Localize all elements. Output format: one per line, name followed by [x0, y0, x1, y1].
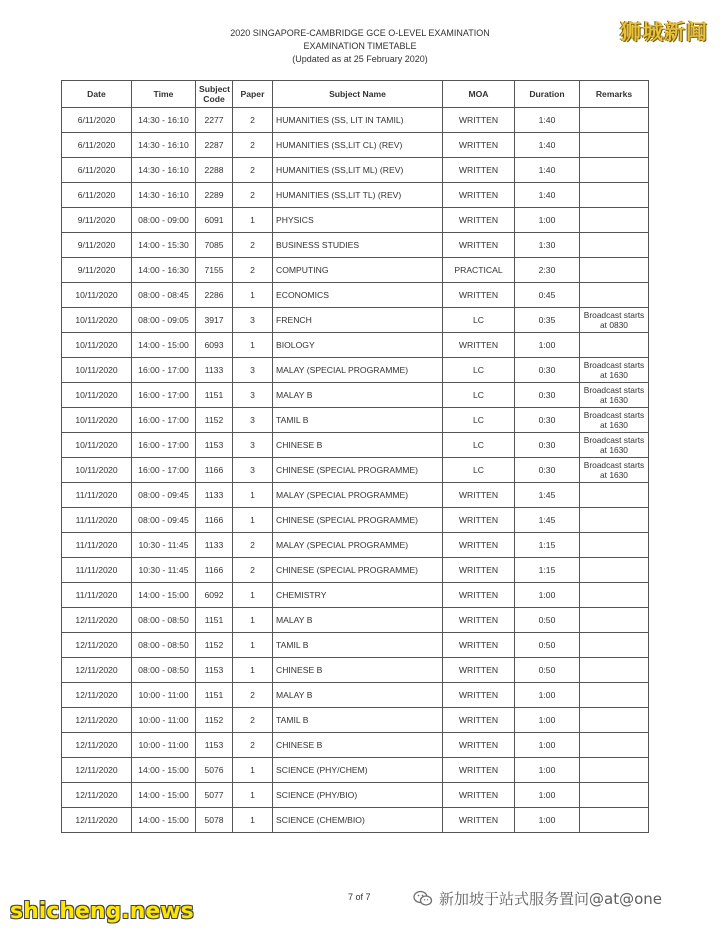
cell-subject-code: 1152: [196, 708, 233, 733]
cell-duration: 0:50: [515, 658, 580, 683]
cell-subject-code: 1151: [196, 683, 233, 708]
cell-remarks: [580, 333, 649, 358]
cell-date: 10/11/2020: [62, 408, 132, 433]
table-row: [62, 483, 649, 508]
cell-moa: WRITTEN: [443, 208, 515, 233]
cell-duration: 1:45: [515, 483, 580, 508]
cell-remarks: [580, 283, 649, 308]
cell-remarks: [580, 183, 649, 208]
cell-subject-code: 1153: [196, 658, 233, 683]
cell-date: 12/11/2020: [62, 633, 132, 658]
cell-duration: 0:30: [515, 458, 580, 483]
table-row: [62, 458, 649, 483]
table-row: [62, 308, 649, 333]
cell-time: 14:00 - 15:00: [132, 808, 196, 833]
cell-subject-code: 1152: [196, 633, 233, 658]
col-remarks: Remarks: [580, 81, 649, 108]
col-moa: MOA: [443, 81, 515, 108]
cell-subject-code: 2277: [196, 108, 233, 133]
cell-time: 14:00 - 15:30: [132, 233, 196, 258]
cell-moa: WRITTEN: [443, 808, 515, 833]
cell-remarks: [580, 783, 649, 808]
cell-paper: 1: [233, 633, 273, 658]
cell-subject-code: 1166: [196, 458, 233, 483]
cell-remarks: [580, 133, 649, 158]
cell-subject-code: 6092: [196, 583, 233, 608]
cell-date: 12/11/2020: [62, 758, 132, 783]
cell-duration: 0:45: [515, 283, 580, 308]
cell-paper: 2: [233, 558, 273, 583]
cell-subject-code: 1133: [196, 533, 233, 558]
cell-time: 14:30 - 16:10: [132, 183, 196, 208]
cell-time: 16:00 - 17:00: [132, 408, 196, 433]
cell-time: 16:00 - 17:00: [132, 433, 196, 458]
cell-time: 10:00 - 11:00: [132, 733, 196, 758]
cell-paper: 1: [233, 508, 273, 533]
cell-subject-code: 1152: [196, 408, 233, 433]
cell-subject-name: ECONOMICS: [273, 283, 443, 308]
cell-moa: WRITTEN: [443, 508, 515, 533]
col-paper: Paper: [233, 81, 273, 108]
cell-moa: WRITTEN: [443, 658, 515, 683]
cell-date: 10/11/2020: [62, 358, 132, 383]
cell-duration: 1:00: [515, 783, 580, 808]
cell-moa: WRITTEN: [443, 283, 515, 308]
cell-paper: 1: [233, 808, 273, 833]
cell-date: 9/11/2020: [62, 208, 132, 233]
cell-duration: 0:30: [515, 383, 580, 408]
cell-paper: 1: [233, 208, 273, 233]
cell-moa: PRACTICAL: [443, 258, 515, 283]
cell-paper: 1: [233, 608, 273, 633]
cell-moa: WRITTEN: [443, 483, 515, 508]
update-note: (Updated as at 25 February 2020): [292, 54, 428, 64]
cell-paper: 3: [233, 408, 273, 433]
table-row: [62, 533, 649, 558]
cell-subject-code: 2287: [196, 133, 233, 158]
cell-subject-code: 2288: [196, 158, 233, 183]
col-time: Time: [132, 81, 196, 108]
cell-remarks: [580, 608, 649, 633]
cell-date: 10/11/2020: [62, 308, 132, 333]
table-row: [62, 258, 649, 283]
cell-subject-code: 1133: [196, 358, 233, 383]
document-header: [0, 27, 720, 66]
cell-paper: 3: [233, 358, 273, 383]
cell-subject-name: CHINESE (SPECIAL PROGRAMME): [273, 458, 443, 483]
cell-moa: LC: [443, 358, 515, 383]
cell-paper: 1: [233, 783, 273, 808]
cell-subject-code: 7085: [196, 233, 233, 258]
cell-subject-code: 5078: [196, 808, 233, 833]
table-row: [62, 658, 649, 683]
cell-date: 11/11/2020: [62, 558, 132, 583]
cell-remarks: Broadcast starts at 1630: [580, 458, 649, 483]
wechat-icon: [413, 890, 433, 907]
col-date: Date: [62, 81, 132, 108]
table-row: [62, 708, 649, 733]
cell-subject-code: 6093: [196, 333, 233, 358]
cell-subject-code: 1166: [196, 558, 233, 583]
exam-title: 2020 SINGAPORE-CAMBRIDGE GCE O-LEVEL EXAMINATION: [230, 28, 490, 38]
cell-subject-code: 1153: [196, 733, 233, 758]
cell-subject-name: TAMIL B: [273, 633, 443, 658]
cell-subject-name: SCIENCE (CHEM/BIO): [273, 808, 443, 833]
table-row: [62, 508, 649, 533]
cell-time: 08:00 - 09:05: [132, 308, 196, 333]
cell-moa: LC: [443, 383, 515, 408]
cell-subject-name: CHINESE (SPECIAL PROGRAMME): [273, 558, 443, 583]
cell-duration: 1:00: [515, 758, 580, 783]
cell-subject-name: CHINESE B: [273, 658, 443, 683]
exam-timetable: [61, 80, 649, 833]
wechat-watermark-text: 新加坡于站式服务置问@at@one: [439, 890, 662, 908]
cell-paper: 1: [233, 758, 273, 783]
cell-remarks: Broadcast starts at 1630: [580, 433, 649, 458]
cell-duration: 0:50: [515, 633, 580, 658]
page-number: 7 of 7: [348, 892, 371, 902]
table-row: [62, 733, 649, 758]
table-row: [62, 183, 649, 208]
table-row: [62, 633, 649, 658]
cell-subject-name: COMPUTING: [273, 258, 443, 283]
cell-subject-name: MALAY (SPECIAL PROGRAMME): [273, 358, 443, 383]
cell-duration: 1:45: [515, 508, 580, 533]
cell-date: 11/11/2020: [62, 508, 132, 533]
cell-subject-name: SCIENCE (PHY/BIO): [273, 783, 443, 808]
cell-subject-name: BUSINESS STUDIES: [273, 233, 443, 258]
col-duration: Duration: [515, 81, 580, 108]
table-row: [62, 383, 649, 408]
cell-duration: 1:00: [515, 808, 580, 833]
cell-paper: 2: [233, 533, 273, 558]
cell-time: 16:00 - 17:00: [132, 458, 196, 483]
cell-date: 6/11/2020: [62, 158, 132, 183]
cell-duration: 0:35: [515, 308, 580, 333]
cell-paper: 2: [233, 258, 273, 283]
col-subject-code: Subject Code: [196, 81, 233, 108]
cell-moa: WRITTEN: [443, 733, 515, 758]
cell-remarks: [580, 658, 649, 683]
cell-subject-code: 6091: [196, 208, 233, 233]
cell-duration: 1:15: [515, 533, 580, 558]
cell-moa: WRITTEN: [443, 133, 515, 158]
cell-paper: 2: [233, 233, 273, 258]
cell-remarks: [580, 233, 649, 258]
cell-moa: WRITTEN: [443, 633, 515, 658]
cell-remarks: [580, 708, 649, 733]
cell-subject-name: MALAY (SPECIAL PROGRAMME): [273, 533, 443, 558]
cell-moa: WRITTEN: [443, 558, 515, 583]
cell-time: 10:30 - 11:45: [132, 558, 196, 583]
cell-date: 10/11/2020: [62, 433, 132, 458]
cell-paper: 2: [233, 683, 273, 708]
cell-duration: 1:00: [515, 583, 580, 608]
cell-duration: 1:00: [515, 708, 580, 733]
cell-date: 10/11/2020: [62, 333, 132, 358]
cell-duration: 2:30: [515, 258, 580, 283]
table-row: [62, 208, 649, 233]
cell-date: 12/11/2020: [62, 683, 132, 708]
cell-moa: WRITTEN: [443, 533, 515, 558]
cell-time: 08:00 - 09:00: [132, 208, 196, 233]
cell-moa: WRITTEN: [443, 683, 515, 708]
cell-date: 6/11/2020: [62, 108, 132, 133]
cell-subject-code: 1166: [196, 508, 233, 533]
cell-moa: WRITTEN: [443, 783, 515, 808]
cell-subject-name: MALAY B: [273, 608, 443, 633]
cell-time: 14:00 - 15:00: [132, 758, 196, 783]
cell-date: 12/11/2020: [62, 808, 132, 833]
cell-paper: 2: [233, 733, 273, 758]
cell-paper: 1: [233, 333, 273, 358]
cell-date: 11/11/2020: [62, 583, 132, 608]
cell-duration: 1:40: [515, 133, 580, 158]
table-row: [62, 358, 649, 383]
cell-paper: 2: [233, 183, 273, 208]
table-row: [62, 433, 649, 458]
cell-subject-code: 5077: [196, 783, 233, 808]
cell-time: 14:00 - 15:00: [132, 333, 196, 358]
cell-duration: 1:00: [515, 683, 580, 708]
cell-remarks: [580, 508, 649, 533]
cell-subject-code: 1151: [196, 383, 233, 408]
cell-date: 6/11/2020: [62, 133, 132, 158]
cell-moa: WRITTEN: [443, 608, 515, 633]
cell-moa: WRITTEN: [443, 758, 515, 783]
cell-subject-name: FRENCH: [273, 308, 443, 333]
cell-subject-code: 3917: [196, 308, 233, 333]
watermark-wechat: [413, 888, 662, 909]
cell-remarks: Broadcast starts at 1630: [580, 358, 649, 383]
cell-time: 08:00 - 09:45: [132, 483, 196, 508]
cell-time: 16:00 - 17:00: [132, 358, 196, 383]
table-row: [62, 333, 649, 358]
cell-subject-name: MALAY B: [273, 383, 443, 408]
table-row: [62, 158, 649, 183]
cell-remarks: [580, 483, 649, 508]
cell-subject-name: CHINESE (SPECIAL PROGRAMME): [273, 508, 443, 533]
cell-duration: 0:30: [515, 433, 580, 458]
cell-remarks: [580, 583, 649, 608]
cell-moa: LC: [443, 408, 515, 433]
cell-duration: 1:00: [515, 733, 580, 758]
cell-date: 10/11/2020: [62, 458, 132, 483]
watermark-logo-top: 狮城新闻: [620, 20, 708, 44]
cell-moa: LC: [443, 458, 515, 483]
table-row: [62, 558, 649, 583]
cell-paper: 1: [233, 483, 273, 508]
cell-paper: 1: [233, 283, 273, 308]
table-row: [62, 133, 649, 158]
cell-subject-code: 7155: [196, 258, 233, 283]
watermark-site: shicheng.news: [10, 899, 194, 924]
cell-moa: WRITTEN: [443, 108, 515, 133]
cell-subject-name: HUMANITIES (SS,LIT ML) (REV): [273, 158, 443, 183]
cell-paper: 2: [233, 158, 273, 183]
cell-paper: 1: [233, 658, 273, 683]
cell-paper: 2: [233, 133, 273, 158]
cell-time: 08:00 - 08:45: [132, 283, 196, 308]
cell-time: 14:00 - 16:30: [132, 258, 196, 283]
table-row: [62, 783, 649, 808]
cell-remarks: [580, 683, 649, 708]
table-row: [62, 683, 649, 708]
cell-remarks: Broadcast starts at 0830: [580, 308, 649, 333]
cell-subject-code: 2286: [196, 283, 233, 308]
cell-subject-code: 2289: [196, 183, 233, 208]
cell-remarks: [580, 758, 649, 783]
table-row: [62, 283, 649, 308]
cell-subject-name: PHYSICS: [273, 208, 443, 233]
cell-time: 08:00 - 08:50: [132, 658, 196, 683]
cell-duration: 0:50: [515, 608, 580, 633]
cell-moa: WRITTEN: [443, 708, 515, 733]
cell-time: 14:30 - 16:10: [132, 133, 196, 158]
cell-paper: 3: [233, 433, 273, 458]
header-row: [62, 81, 649, 108]
cell-subject-name: CHEMISTRY: [273, 583, 443, 608]
cell-time: 10:00 - 11:00: [132, 683, 196, 708]
cell-subject-name: MALAY (SPECIAL PROGRAMME): [273, 483, 443, 508]
cell-subject-name: SCIENCE (PHY/CHEM): [273, 758, 443, 783]
cell-moa: LC: [443, 308, 515, 333]
cell-date: 12/11/2020: [62, 783, 132, 808]
table-row: [62, 408, 649, 433]
cell-duration: 1:00: [515, 208, 580, 233]
cell-date: 6/11/2020: [62, 183, 132, 208]
cell-paper: 2: [233, 108, 273, 133]
cell-date: 12/11/2020: [62, 708, 132, 733]
cell-remarks: [580, 808, 649, 833]
cell-duration: 1:15: [515, 558, 580, 583]
col-subject-name: Subject Name: [273, 81, 443, 108]
cell-duration: 1:40: [515, 108, 580, 133]
cell-subject-code: 1153: [196, 433, 233, 458]
cell-remarks: [580, 258, 649, 283]
cell-subject-code: 1151: [196, 608, 233, 633]
cell-remarks: Broadcast starts at 1630: [580, 383, 649, 408]
table-row: [62, 108, 649, 133]
cell-paper: 2: [233, 708, 273, 733]
cell-remarks: [580, 158, 649, 183]
cell-subject-name: HUMANITIES (SS, LIT IN TAMIL): [273, 108, 443, 133]
cell-date: 12/11/2020: [62, 658, 132, 683]
cell-time: 14:00 - 15:00: [132, 583, 196, 608]
cell-remarks: [580, 108, 649, 133]
cell-paper: 3: [233, 383, 273, 408]
cell-time: 14:30 - 16:10: [132, 108, 196, 133]
cell-date: 10/11/2020: [62, 383, 132, 408]
cell-remarks: [580, 558, 649, 583]
cell-time: 10:30 - 11:45: [132, 533, 196, 558]
cell-subject-name: HUMANITIES (SS,LIT CL) (REV): [273, 133, 443, 158]
cell-time: 14:00 - 15:00: [132, 783, 196, 808]
cell-time: 08:00 - 08:50: [132, 633, 196, 658]
cell-subject-name: BIOLOGY: [273, 333, 443, 358]
cell-moa: LC: [443, 433, 515, 458]
cell-date: 12/11/2020: [62, 733, 132, 758]
table-row: [62, 608, 649, 633]
timetable-title: EXAMINATION TIMETABLE: [303, 41, 417, 51]
cell-paper: 3: [233, 458, 273, 483]
cell-time: 08:00 - 08:50: [132, 608, 196, 633]
cell-duration: 0:30: [515, 358, 580, 383]
cell-remarks: [580, 733, 649, 758]
cell-subject-name: CHINESE B: [273, 733, 443, 758]
table-row: [62, 233, 649, 258]
cell-time: 14:30 - 16:10: [132, 158, 196, 183]
cell-duration: 1:00: [515, 333, 580, 358]
cell-time: 08:00 - 09:45: [132, 508, 196, 533]
cell-remarks: [580, 208, 649, 233]
table-row: [62, 583, 649, 608]
cell-paper: 1: [233, 583, 273, 608]
cell-duration: 1:40: [515, 183, 580, 208]
cell-time: 10:00 - 11:00: [132, 708, 196, 733]
cell-subject-name: TAMIL B: [273, 408, 443, 433]
cell-date: 9/11/2020: [62, 233, 132, 258]
cell-moa: WRITTEN: [443, 183, 515, 208]
cell-date: 11/11/2020: [62, 533, 132, 558]
cell-date: 9/11/2020: [62, 258, 132, 283]
cell-subject-name: CHINESE B: [273, 433, 443, 458]
timetable-body: [62, 108, 649, 833]
cell-date: 12/11/2020: [62, 608, 132, 633]
cell-remarks: [580, 533, 649, 558]
cell-subject-name: HUMANITIES (SS,LIT TL) (REV): [273, 183, 443, 208]
cell-moa: WRITTEN: [443, 233, 515, 258]
cell-time: 16:00 - 17:00: [132, 383, 196, 408]
cell-moa: WRITTEN: [443, 333, 515, 358]
cell-date: 11/11/2020: [62, 483, 132, 508]
table-row: [62, 758, 649, 783]
cell-subject-name: TAMIL B: [273, 708, 443, 733]
cell-subject-code: 5076: [196, 758, 233, 783]
cell-subject-name: MALAY B: [273, 683, 443, 708]
cell-duration: 1:30: [515, 233, 580, 258]
cell-duration: 0:30: [515, 408, 580, 433]
cell-date: 10/11/2020: [62, 283, 132, 308]
cell-duration: 1:40: [515, 158, 580, 183]
cell-subject-code: 1133: [196, 483, 233, 508]
cell-remarks: [580, 633, 649, 658]
cell-moa: WRITTEN: [443, 583, 515, 608]
cell-remarks: Broadcast starts at 1630: [580, 408, 649, 433]
table-row: [62, 808, 649, 833]
cell-moa: WRITTEN: [443, 158, 515, 183]
cell-paper: 3: [233, 308, 273, 333]
